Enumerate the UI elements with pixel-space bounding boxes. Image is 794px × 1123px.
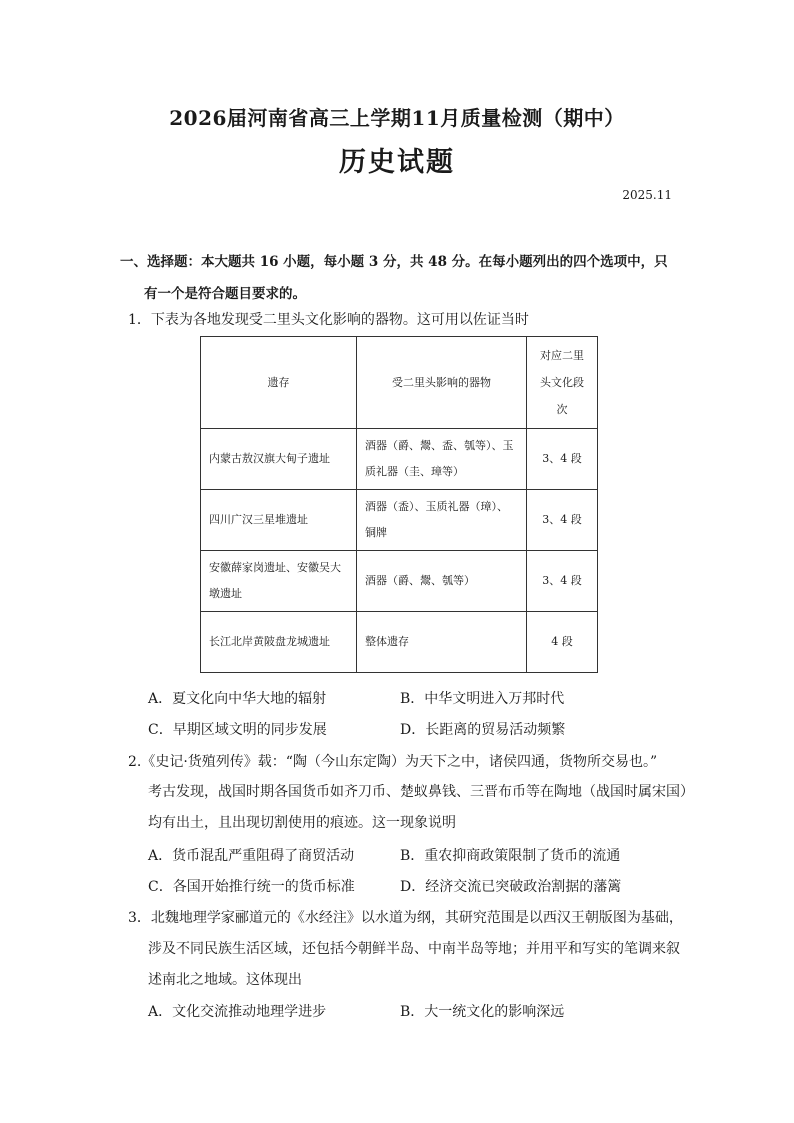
table-cell: 长江北岸黄陂盘龙城遗址 bbox=[201, 612, 357, 673]
q2-stem-line-3: 均有出土，且出现切割使用的痕迹。这一现象说明 bbox=[148, 815, 456, 831]
table-cell: 整体遗存 bbox=[357, 612, 527, 673]
q3-stem-line-1: 3．北魏地理学家郦道元的《水经注》以水道为纲，其研究范围是以西汉王朝版图为基础， bbox=[128, 910, 683, 926]
table-cell: 内蒙古敖汉旗大甸子遗址 bbox=[201, 429, 357, 490]
table-row bbox=[201, 612, 598, 673]
q1-stem: 1．下表为各地发现受二里头文化影响的器物。这可用以佐证当时 bbox=[128, 312, 529, 328]
table-cell: 3、4 段 bbox=[527, 490, 598, 551]
table-cell: 酒器（爵、鬶、瓠等） bbox=[357, 551, 527, 612]
table-cell: 3、4 段 bbox=[527, 429, 598, 490]
exam-date: 2025.11 bbox=[622, 188, 672, 202]
subject-title: 历史试题 bbox=[339, 147, 455, 178]
table-cell: 4 段 bbox=[527, 612, 598, 673]
q1-option-a[interactable]: A．夏文化向中华大地的辐射 bbox=[148, 691, 327, 707]
table-header-cell: 遗存 bbox=[201, 337, 357, 429]
table-header-cell: 对应二里头文化段次 bbox=[527, 337, 598, 429]
q1-option-b[interactable]: B．中华文明进入万邦时代 bbox=[400, 691, 565, 707]
section-instruction-line-1: 一、选择题：本大题共 16 小题，每小题 3 分，共 48 分。在每小题列出的四个选项中，只 bbox=[120, 254, 668, 270]
q2-option-a[interactable]: A．货币混乱严重阻碍了商贸活动 bbox=[148, 848, 355, 864]
q2-stem-line-2: 考古发现，战国时期各国货币如齐刀币、楚蚁鼻钱、三晋布币等在陶地（战国时属宋国） bbox=[148, 784, 694, 800]
artifact-table bbox=[200, 336, 598, 673]
q3-option-b[interactable]: B．大一统文化的影响深远 bbox=[400, 1004, 565, 1020]
table-cell: 酒器（爵、鬶、盉、瓠等）、玉质礼器（圭、璋等） bbox=[357, 429, 527, 490]
q1-option-c[interactable]: C．早期区域文明的同步发展 bbox=[148, 722, 327, 738]
q1-option-d[interactable]: D．长距离的贸易活动频繁 bbox=[400, 722, 566, 738]
q2-stem-line-1: 2.《史记·货殖列传》载：“陶（今山东定陶）为天下之中，诸侯四通，货物所交易也。” bbox=[128, 754, 658, 770]
q3-stem-line-2: 涉及不同民族生活区域，还包括今朝鲜半岛、中南半岛等地；并用平和写实的笔调来叙 bbox=[148, 941, 680, 957]
q2-option-c[interactable]: C．各国开始推行统一的货币标准 bbox=[148, 879, 355, 895]
q2-option-b[interactable]: B．重农抑商政策限制了货币的流通 bbox=[400, 848, 621, 864]
table-row bbox=[201, 551, 598, 612]
section-instruction-line-2: 有一个是符合题目要求的。 bbox=[144, 286, 306, 302]
q3-stem-line-3: 述南北之地域。这体现出 bbox=[148, 972, 302, 988]
table-row bbox=[201, 429, 598, 490]
table-header-row bbox=[201, 337, 598, 429]
table-cell: 酒器（盉）、玉质礼器（璋）、铜牌 bbox=[357, 490, 527, 551]
exam-title: 2026届河南省高三上学期11月质量检测（期中） bbox=[169, 106, 625, 130]
section-heading bbox=[120, 246, 680, 310]
q2-option-d[interactable]: D．经济交流已突破政治割据的藩篱 bbox=[400, 879, 622, 895]
table-row bbox=[201, 490, 598, 551]
table-cell: 3、4 段 bbox=[527, 551, 598, 612]
q3-option-a[interactable]: A．文化交流推动地理学进步 bbox=[148, 1004, 327, 1020]
table-cell: 安徽薛家岗遗址、安徽吴大墩遗址 bbox=[201, 551, 357, 612]
table-header-cell: 受二里头影响的器物 bbox=[357, 337, 527, 429]
table-cell: 四川广汉三星堆遗址 bbox=[201, 490, 357, 551]
